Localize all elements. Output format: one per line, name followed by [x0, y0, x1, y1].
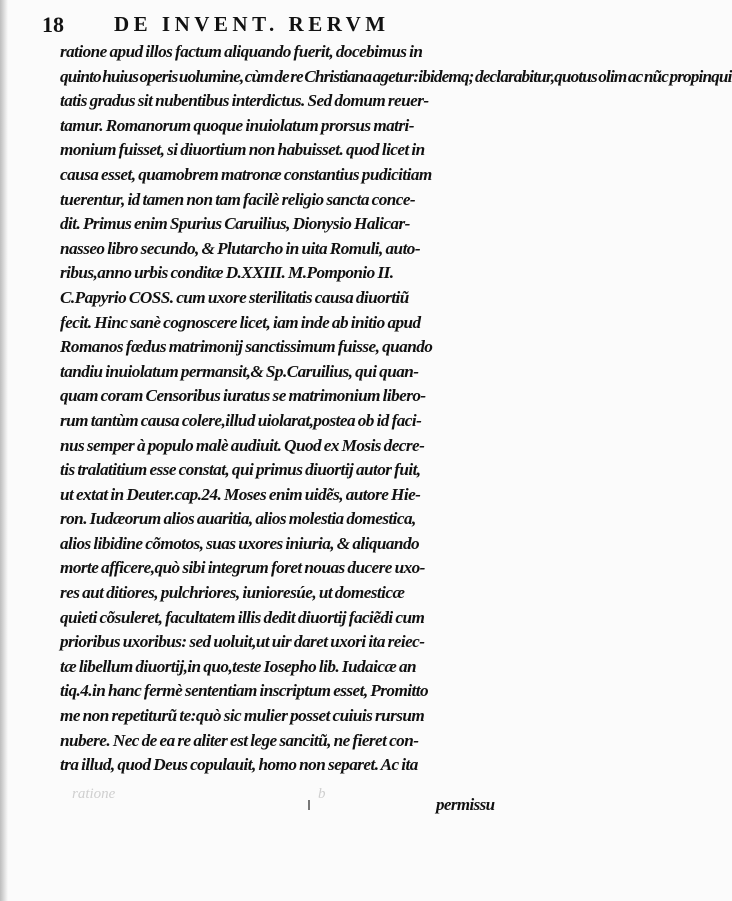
show-through-text — [0, 786, 500, 806]
text-line: C.Papyrio COSS. cum uxore sterilitatis causa diuortiũ — [60, 287, 409, 307]
text-line: tamur. Romanorum quoque inuiolatum prorsus matri- — [60, 115, 414, 135]
text-line: tatis gradus sit nubentibus interdictus. Sed domum reuer- — [60, 91, 429, 111]
text-line: tuerentur, id tamen non tam facilè religio sancta conce- — [60, 189, 416, 209]
text-line: me non repetiturũ te:quò sic mulier posset cuiuis rursum — [60, 706, 425, 726]
text-line: fecit. Hinc sanè cognoscere licet, iam inde ab initio apud — [60, 312, 421, 332]
text-line: causa esset, quamobrem matronæ constantius pudicitiam — [60, 164, 432, 184]
main-text-block — [60, 40, 732, 778]
text-line: ribus,anno urbis conditæ D.XXIII. M.Pomponio II. — [60, 263, 394, 283]
text-line: ut extat in Deuter.cap.24. Moses enim uidẽs, autore Hie- — [60, 484, 421, 504]
text-line: nasseo libro secundo, & Plutarcho in uita Romuli, auto- — [60, 238, 421, 258]
text-line: tæ libellum diuortij,in quo,teste Iosepho lib. Iudaicæ an — [60, 656, 417, 676]
text-line: Romanos fœdus matrimonij sanctissimum fuisse, quando — [60, 337, 433, 357]
text-line: res aut ditiores, pulchriores, iunioresúe, ut domesticæ — [60, 583, 405, 603]
text-line: nubere. Nec de ea re aliter est lege sancitũ, ne fieret con- — [60, 730, 419, 750]
text-line: ratione apud illos factum aliquando fuerit, docebimus in — [60, 42, 423, 61]
text-line: rum tantùm causa colere,illud uiolarat,postea ob id faci- — [60, 410, 422, 430]
text-line: ron. Iudæorum alios auaritia, alios molestia domestica, — [60, 509, 416, 529]
text-line: tiq.4.in hanc fermè sententiam inscriptum esset, Promitto — [60, 681, 429, 701]
text-line: tandiu inuiolatum permansit,& Sp.Caruilius, qui quan- — [60, 361, 419, 381]
running-head: DE INVENT. RERVM — [114, 12, 390, 36]
show-through-word-left: ratione — [72, 786, 116, 802]
page-edge-shadow — [0, 0, 8, 901]
catchword: permissu — [436, 795, 495, 814]
text-line: tis tralatitium esse constat, qui primus diuortij autor fuit, — [60, 460, 421, 480]
show-through-word-right: b — [318, 786, 326, 802]
text-line: tra illud, quod Deus copulauit, homo non separet. Ac ita — [60, 755, 418, 775]
text-line: quam coram Censoribus iuratus se matrimonium libero- — [60, 386, 426, 406]
text-line: quinto huius operis uolumine, cùm de re Christiana agetur:ibidemq; declarabitur,quotus olim ac nũc propinqui — [60, 66, 732, 86]
page-number: 18 — [42, 12, 64, 37]
text-line: alios libidine cõmotos, suas uxores iniuria, & aliquando — [60, 533, 420, 553]
text-line: morte afficere,quò sibi integrum foret nouas ducere uxo- — [60, 558, 425, 578]
text-line: nus semper à populo malè audiuit. Quod ex Mosis decre- — [60, 435, 425, 455]
text-line: dit. Primus enim Spurius Caruilius, Dionysio Halicar- — [60, 214, 410, 234]
ink-mark — [308, 800, 310, 810]
text-line: monium fuisset, si diuortium non habuisset. quod licet in — [60, 140, 425, 160]
text-line: quieti cõsuleret, facultatem illis dedit diuortij faciẽdi cum — [60, 607, 425, 627]
text-line: prioribus uxoribus: sed uoluit,ut uir daret uxori ita reiec- — [60, 632, 425, 652]
page-header — [36, 10, 472, 42]
